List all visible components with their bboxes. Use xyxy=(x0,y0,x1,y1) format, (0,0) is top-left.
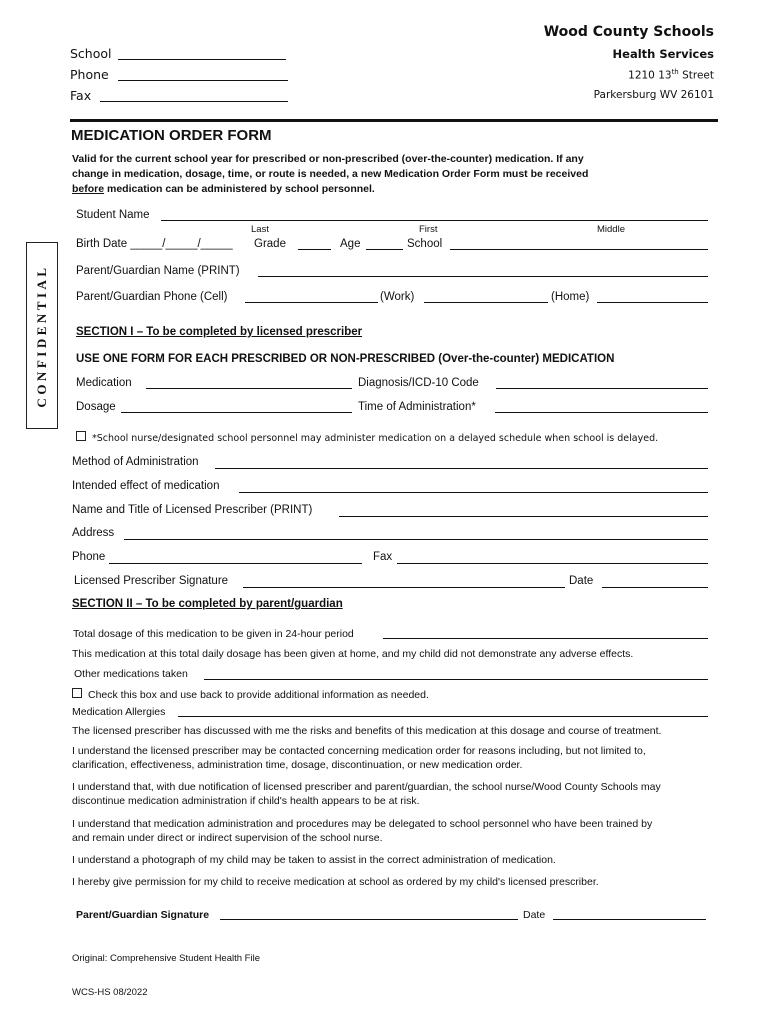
org-name: Wood County Schools xyxy=(543,24,714,40)
allergies-field[interactable] xyxy=(178,716,708,717)
school-label: School xyxy=(70,46,112,61)
age-field[interactable] xyxy=(366,249,403,250)
delayed-note: *School nurse/designated school personnel may administer medication on a delayed schedule when school is delayed. xyxy=(76,431,658,444)
discussed-statement: The licensed prescriber has discussed with me the risks and benefits of this medication at this dosage and course of treatment. xyxy=(72,725,662,737)
parent-date-label: Date xyxy=(523,909,546,921)
additional-info-checkbox[interactable] xyxy=(72,688,82,698)
parent-work-label: (Work) xyxy=(380,291,415,303)
parent-cell-label: Parent/Guardian Phone (Cell) xyxy=(76,291,228,303)
prescriber-phone-field[interactable] xyxy=(109,563,362,564)
given-home-statement: This medication at this total daily dosage has been given at home, and my child did not demonstrate any adverse effects. xyxy=(72,648,634,660)
contacted-line-1: I understand the licensed prescriber may be contacted concerning medication order for reasons including, but not limited to, xyxy=(72,745,646,757)
sub-label-middle: Middle xyxy=(597,224,625,235)
time-admin-field[interactable] xyxy=(495,412,708,413)
address-field[interactable] xyxy=(124,539,708,540)
parent-home-field[interactable] xyxy=(597,302,708,303)
prescriber-name-field[interactable] xyxy=(339,516,708,517)
school-label-student: School xyxy=(407,238,443,250)
contacted-line-2: clarification, effectiveness, administration time, dosage, discontinuation, or new medication order. xyxy=(72,759,523,771)
photo-statement: I understand a photograph of my child may be taken to assist in the correct administration of medication. xyxy=(72,854,556,866)
phone-field[interactable] xyxy=(118,80,288,81)
intro-line-3: before medication can be administered by school personnel. xyxy=(72,183,375,195)
sub-label-last: Last xyxy=(251,224,269,235)
intro-line-1: Valid for the current school year for prescribed or non-prescribed (over-the-counter) medication. If any xyxy=(72,153,584,165)
footer-original: Original: Comprehensive Student Health File xyxy=(72,953,260,964)
parent-signature-label: Parent/Guardian Signature xyxy=(76,909,210,921)
other-meds-field[interactable] xyxy=(204,679,708,680)
section-1-heading: SECTION I – To be completed by licensed prescriber xyxy=(76,326,363,338)
diagnosis-field[interactable] xyxy=(496,388,708,389)
parent-name-label: Parent/Guardian Name (PRINT) xyxy=(76,265,240,277)
medication-label: Medication xyxy=(76,377,132,389)
delayed-checkbox[interactable] xyxy=(76,431,86,441)
fax-label: Fax xyxy=(70,88,92,103)
student-school-field[interactable] xyxy=(450,249,708,250)
parent-cell-field[interactable] xyxy=(245,302,378,303)
medication-field[interactable] xyxy=(146,388,352,389)
section-2-heading: SECTION II – To be completed by parent/guardian xyxy=(72,598,343,610)
student-name-field[interactable] xyxy=(161,220,708,221)
time-admin-label: Time of Administration* xyxy=(358,401,476,413)
grade-label: Grade xyxy=(254,238,286,250)
age-label: Age xyxy=(340,238,361,250)
discontinue-line-2: discontinue medication administration if child's health appears to be at risk. xyxy=(72,795,420,807)
discontinue-line-1: I understand that, with due notification of licensed prescriber and parent/guardian, the school nurse/Wood County Schools may xyxy=(72,781,661,793)
prescriber-fax-label: Fax xyxy=(373,551,393,563)
prescriber-name-label: Name and Title of Licensed Prescriber (PRINT) xyxy=(72,504,313,516)
sub-label-first: First xyxy=(419,224,438,235)
effect-field[interactable] xyxy=(239,492,708,493)
dept-name: Health Services xyxy=(612,47,714,61)
parent-work-field[interactable] xyxy=(424,302,548,303)
student-name-label: Student Name xyxy=(76,209,150,221)
permission-statement: I hereby give permission for my child to receive medication at school as ordered by my child's licensed prescriber. xyxy=(72,876,599,888)
intro-line-2: change in medication, dosage, time, or route is needed, a new Medication Order Form must be received xyxy=(72,168,589,180)
birth-date-field[interactable]: Birth Date _____/_____/_____ xyxy=(76,238,233,250)
parent-name-field[interactable] xyxy=(258,276,708,277)
city-state-zip: Parkersburg WV 26101 xyxy=(593,89,714,101)
grade-field[interactable] xyxy=(298,249,331,250)
parent-date-field[interactable] xyxy=(553,919,706,920)
dosage-field[interactable] xyxy=(121,412,352,413)
confidential-stamp: CONFIDENTIAL xyxy=(26,242,58,429)
method-label: Method of Administration xyxy=(72,456,199,468)
parent-home-label: (Home) xyxy=(551,291,590,303)
phone-label: Phone xyxy=(70,67,109,82)
allergies-label: Medication Allergies xyxy=(72,706,166,718)
dosage-label: Dosage xyxy=(76,401,116,413)
footer-form-code: WCS-HS 08/2022 xyxy=(72,987,148,998)
prescriber-date-label: Date xyxy=(569,575,594,587)
fax-field[interactable] xyxy=(100,101,288,102)
street-address: 1210 13th Street xyxy=(628,68,714,82)
prescriber-fax-field[interactable] xyxy=(397,563,708,564)
delegated-line-1: I understand that medication administration and procedures may be delegated to school personnel who have been trained by xyxy=(72,818,653,830)
total-dosage-field[interactable] xyxy=(383,638,708,639)
parent-signature-field[interactable] xyxy=(220,919,518,920)
prescriber-date-field[interactable] xyxy=(602,587,708,588)
diagnosis-label: Diagnosis/ICD-10 Code xyxy=(358,377,479,389)
prescriber-signature-field[interactable] xyxy=(243,587,565,588)
effect-label: Intended effect of medication xyxy=(72,480,220,492)
prescriber-signature-label: Licensed Prescriber Signature xyxy=(74,575,229,587)
additional-info-check: Check this box and use back to provide additional information as needed. xyxy=(72,688,429,701)
other-meds-label: Other medications taken xyxy=(74,668,188,680)
school-field[interactable] xyxy=(118,59,286,60)
form-title: MEDICATION ORDER FORM xyxy=(71,127,272,144)
use-one-form-note: USE ONE FORM FOR EACH PRESCRIBED OR NON-PRESCRIBED (Over-the-counter) MEDICATION xyxy=(76,353,615,365)
delegated-line-2: and remain under direct or indirect supervision of the school nurse. xyxy=(72,832,383,844)
prescriber-phone-label: Phone xyxy=(72,551,106,563)
address-label: Address xyxy=(72,527,115,539)
method-field[interactable] xyxy=(215,468,708,469)
total-dosage-label: Total dosage of this medication to be given in 24-hour period xyxy=(73,628,354,640)
header-rule xyxy=(70,119,718,122)
